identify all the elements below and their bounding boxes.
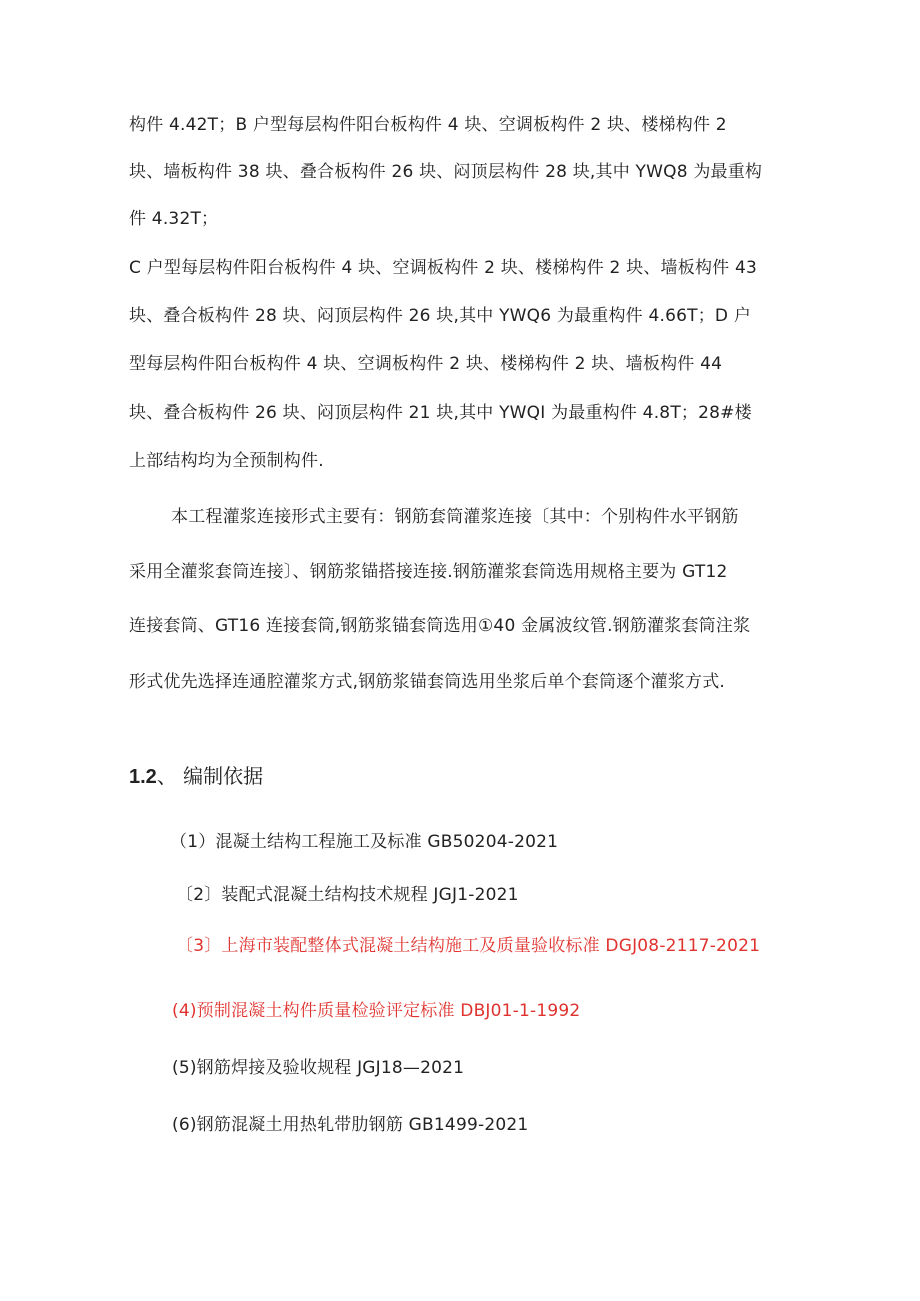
reference-item: 〔2〕装配式混凝土结构技术规程 JGJ1-2021 (176, 885, 519, 905)
body-text-line: 采用全灌浆套筒连接〕、钢筋浆锚搭接连接.钢筋灌浆套筒选用规格主要为 GT12 (129, 562, 728, 582)
section-number: 1.2 (129, 766, 157, 788)
body-text-line: 块、墙板构件 38 块、叠合板构件 26 块、闷顶层构件 28 块,其中 YWQ8 为最重构 (129, 162, 763, 182)
reference-item-highlighted: 〔3〕上海市装配整体式混凝土结构施工及质量验收标准 DGJ08-2117-2021 (176, 936, 761, 956)
body-text-line: C 户型每层构件阳台板构件 4 块、空调板构件 2 块、楼梯构件 2 块、墙板构件 43 (129, 258, 757, 278)
body-text-line: 件 4.32T； (129, 209, 219, 229)
body-text-line: 上部结构均为全预制构件. (129, 451, 324, 471)
body-text-line: 块、叠合板构件 28 块、闷顶层构件 26 块,其中 YWQ6 为最重构件 4.66T；D 户 (129, 306, 752, 326)
body-text-line: 块、叠合板构件 26 块、闷顶层构件 21 块,其中 YWQI 为最重构件 4.8T；28#楼 (129, 403, 752, 423)
reference-item: (5)钢筋焊接及验收规程 JGJ18—2021 (172, 1058, 465, 1078)
reference-item-highlighted: (4)预制混凝土构件质量检验评定标准 DBJ01-1-1992 (172, 1001, 581, 1021)
body-text-line: 连接套筒、GT16 连接套筒,钢筋浆锚套筒选用①40 金属波纹管.钢筋灌浆套筒注浆 (129, 616, 751, 636)
section-heading (129, 762, 263, 791)
body-text-line: 构件 4.42T；B 户型每层构件阳台板构件 4 块、空调板构件 2 块、楼梯构件 2 (129, 115, 727, 135)
body-text-line: 本工程灌浆连接形式主要有：钢筋套筒灌浆连接〔其中：个别构件水平钢筋 (171, 507, 739, 527)
body-text-line: 型每层构件阳台板构件 4 块、空调板构件 2 块、楼梯构件 2 块、墙板构件 44 (129, 354, 723, 374)
reference-item: （1）混凝土结构工程施工及标准 GB50204-2021 (170, 832, 559, 852)
body-text-line: 形式优先选择连通腔灌浆方式,钢筋浆锚套筒选用坐浆后单个套筒逐个灌浆方式. (129, 672, 726, 692)
reference-item: (6)钢筋混凝土用热轧带肋钢筋 GB1499-2021 (172, 1115, 529, 1135)
section-title: 、 编制依据 (156, 764, 264, 788)
